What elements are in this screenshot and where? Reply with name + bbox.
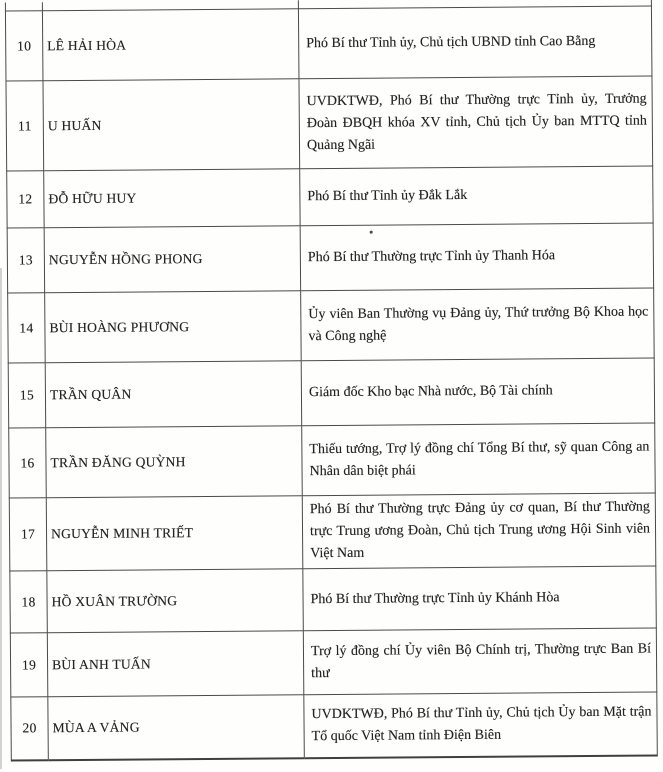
row-number-cell: 19 xyxy=(10,633,48,697)
name-cell: TRẦN QUÂN xyxy=(45,361,302,428)
position-cell: Trợ lý đồng chí Ủy viên Bộ Chính trị, Thường trực Ban Bí thư xyxy=(303,628,656,695)
position-cell: Phó Bí thư Thường trực Đảng ủy cơ quan, Bí thư Thường trực Trung ương Đoàn, Chủ tịch Trung ương Hội Sinh viên Việt Nam xyxy=(302,493,656,569)
stray-dot-artifact xyxy=(370,231,373,234)
table-row xyxy=(8,288,655,363)
name-cell: BÙI HOÀNG PHƯƠNG xyxy=(45,291,302,363)
scanner-edge-shadow xyxy=(0,268,2,769)
row-number-cell: 10 xyxy=(5,11,43,81)
name-cell: NGUYỄN MINH TRIẾT xyxy=(46,496,303,571)
position-cell: UVDKTWĐ, Phó Bí thư Tỉnh ủy, Chủ tịch Ủy ban Mặt trận Tổ quốc Việt Nam tỉnh Điện Biên xyxy=(304,692,657,758)
row-number-cell: 12 xyxy=(7,171,44,228)
row-number-cell: 18 xyxy=(10,571,47,633)
position-cell: Giám đốc Kho bạc Nhà nước, Bộ Tài chính xyxy=(301,358,654,426)
row-number-cell: 17 xyxy=(9,498,47,571)
table-row xyxy=(11,692,657,760)
position-cell: Phó Bí thư Tỉnh ủy Đắk Lắk xyxy=(300,166,653,226)
table-row xyxy=(9,423,656,498)
table-row xyxy=(5,6,652,81)
name-cell: HỒ XUÂN TRƯỜNG xyxy=(47,569,303,633)
name-cell: MÙA A VẢNG xyxy=(48,695,304,760)
name-cell: U HUẤN xyxy=(43,79,300,171)
row-number-cell: 15 xyxy=(8,363,46,428)
row-number-cell: 20 xyxy=(11,697,48,760)
name-cell: LÊ HẢI HÒA xyxy=(42,9,299,81)
table-row xyxy=(7,223,653,293)
position-cell: UVDKTWĐ, Phó Bí thư Thường trực Tỉnh ủy, Trưởng Đoàn ĐBQH khóa XV tỉnh, Chủ tịch Ủy ban MTTQ tỉnh Quảng Ngãi xyxy=(299,76,653,169)
table-row xyxy=(7,166,653,228)
stub-cell xyxy=(5,2,42,11)
name-cell: NGUYỄN HỒNG PHONG xyxy=(44,226,301,293)
position-cell: Phó Bí thư Tỉnh ủy, Chủ tịch UBND tỉnh Cao Bằng xyxy=(298,6,652,79)
row-number-cell: 11 xyxy=(6,81,44,171)
name-cell: ĐỖ HỮU HUY xyxy=(44,169,300,228)
name-cell: BÙI ANH TUẤN xyxy=(47,631,303,697)
position-cell: Ủy viên Ban Thường vụ Đảng ủy, Thứ trưởng Bộ Khoa học và Công nghệ xyxy=(301,288,655,361)
row-number-cell: 13 xyxy=(7,228,45,293)
position-cell: Phó Bí thư Thường trực Tỉnh ủy Khánh Hòa xyxy=(303,566,656,631)
table-row xyxy=(9,493,656,571)
position-cell: Thiếu tướng, Trợ lý đồng chí Tổng Bí thư, sỹ quan Công an Nhân dân biệt phái xyxy=(302,423,656,496)
row-number-cell: 16 xyxy=(9,428,47,498)
table-row xyxy=(10,566,656,633)
row-number-cell: 14 xyxy=(8,293,46,363)
table-row xyxy=(10,628,656,697)
position-cell: Phó Bí thư Thường trực Tỉnh ủy Thanh Hóa xyxy=(300,223,653,291)
table-row xyxy=(8,358,654,428)
table-row xyxy=(6,76,653,171)
name-cell: TRẦN ĐĂNG QUỲNH xyxy=(46,426,303,498)
personnel-table xyxy=(5,0,658,761)
